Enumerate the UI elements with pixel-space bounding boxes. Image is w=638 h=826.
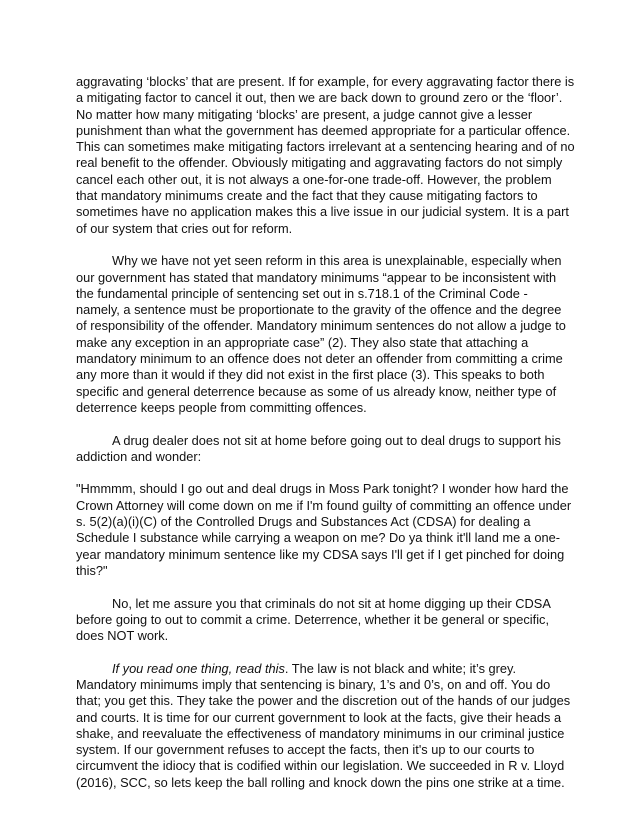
text-line: specific and general deterrence because as some of us already know, neither type of — [76, 383, 557, 399]
paragraph-conclusion — [76, 660, 571, 791]
text-line: make any exception in an appropriate case” (2). They also state that attaching a — [76, 334, 529, 350]
text-line: No, let me assure you that criminals do not sit at home digging up their CDSA — [112, 595, 551, 611]
paragraph-hypothetical-quote — [76, 481, 572, 579]
text-line: Schedule I substance while carrying a weapon on me? Do ya think it'll land me a one- — [76, 530, 561, 546]
text-line: this?" — [76, 562, 108, 578]
text-line: year mandatory minimum sentence like my CDSA says I'll get if I get pinched for doing — [76, 546, 565, 562]
text-line: Crown Attorney will come down on me if I'm found guilty of committing an offence under — [76, 497, 572, 513]
text-line: mandatory minimum to an offence does not deter an offender from committing a crime — [76, 351, 563, 367]
paragraph-reform-unexplainable — [76, 253, 566, 416]
text-run: . The law is not black and white; it’s grey. — [284, 660, 517, 676]
text-line: A drug dealer does not sit at home before going out to deal drugs to support his — [112, 432, 561, 448]
text-line: a mitigating factor to cancel it out, then we are back down to ground zero or the ‘floor’. — [76, 90, 563, 106]
paragraph-spacer — [76, 579, 556, 595]
paragraph-drug-dealer — [76, 432, 561, 466]
text-line: our government has stated that mandatory minimums “appear to be inconsistent with — [76, 269, 557, 285]
text-line: addiction and wonder: — [76, 448, 202, 464]
text-line: any more than it would if they did not exist in the first place (3). This speaks to both — [76, 367, 545, 383]
paragraph-deterrence — [76, 596, 556, 645]
text-line: that mandatory minimums create and the fact that they cause mitigating factors to — [76, 188, 538, 204]
text-line: that; you get this. They take the power and the discretion out of the hands of our judges — [76, 693, 571, 709]
text-line: circumvent the idiocy that is codified within our legislation. We succeeded in R v. Lloyd — [76, 758, 565, 774]
text-line: "Hmmmm, should I go out and deal drugs in Moss Park tonight? I wonder how hard the — [76, 481, 569, 497]
text-line: s. 5(2)(a)(i)(C) of the Controlled Drugs and Substances Act (CDSA) for dealing a — [76, 514, 531, 530]
text-line: the fundamental principle of sentencing set out in s.718.1 of the Criminal Code - — [76, 285, 528, 301]
text-line: of responsibility of the offender. Mandatory minimum sentences do not allow a judge to — [76, 318, 566, 334]
text-line: aggravating ‘blocks’ that are present. If for example, for every aggravating factor there is — [76, 74, 575, 89]
text-line: punishment than what the government has deemed appropriate for a particular offence. — [76, 122, 571, 138]
paragraph-spacer — [76, 465, 556, 481]
text-line: sometimes have no application makes this a live issue in our judicial system. It is a part — [76, 204, 569, 220]
paragraph-mitigating-blocks — [76, 74, 575, 237]
text-line: Mandatory minimums imply that sentencing is binary, 1’s and 0’s, on and off. You do — [76, 676, 551, 692]
text-line — [76, 661, 556, 677]
text-line: (2016), SCC, so lets keep the ball rolling and knock down the pins one strike at a time. — [76, 774, 565, 790]
text-line: system. If our government refuses to accept the facts, then it's up to our courts to — [76, 742, 535, 758]
text-line: of our system that cries out for reform. — [76, 220, 293, 236]
text-line: and courts. It is time for our current government to look at the facts, give their heads a — [76, 709, 562, 725]
text-line: shake, and reevaluate the effectiveness of mandatory minimums in our criminal justice — [76, 725, 565, 741]
text-line: deterrence keeps people from committing offences. — [76, 399, 367, 415]
paragraph-spacer — [76, 416, 556, 432]
paragraph-spacer — [76, 644, 556, 660]
italic-emphasis: If you read one thing, read this — [112, 660, 285, 676]
text-line: Why we have not yet seen reform in this area is unexplainable, especially when — [112, 253, 562, 269]
text-line: cancel each other out, it is not always a one-for-one trade-off. However, the problem — [76, 171, 552, 187]
text-line: before going to out to commit a crime. Deterrence, whether it be general or specific, — [76, 611, 550, 627]
text-line: No matter how many mitigating ‘blocks’ are present, a judge cannot give a lesser — [76, 106, 533, 122]
text-line: real benefit to the offender. Obviously mitigating and aggravating factors do not simply — [76, 155, 563, 171]
document-page — [76, 74, 575, 791]
text-line: This can sometimes make mitigating factors irrelevant at a sentencing hearing and of no — [76, 139, 575, 155]
text-line: namely, a sentence must be proportionate to the gravity of the offence and the degree — [76, 302, 562, 318]
text-line: does NOT work. — [76, 628, 169, 644]
paragraph-spacer — [76, 237, 556, 253]
